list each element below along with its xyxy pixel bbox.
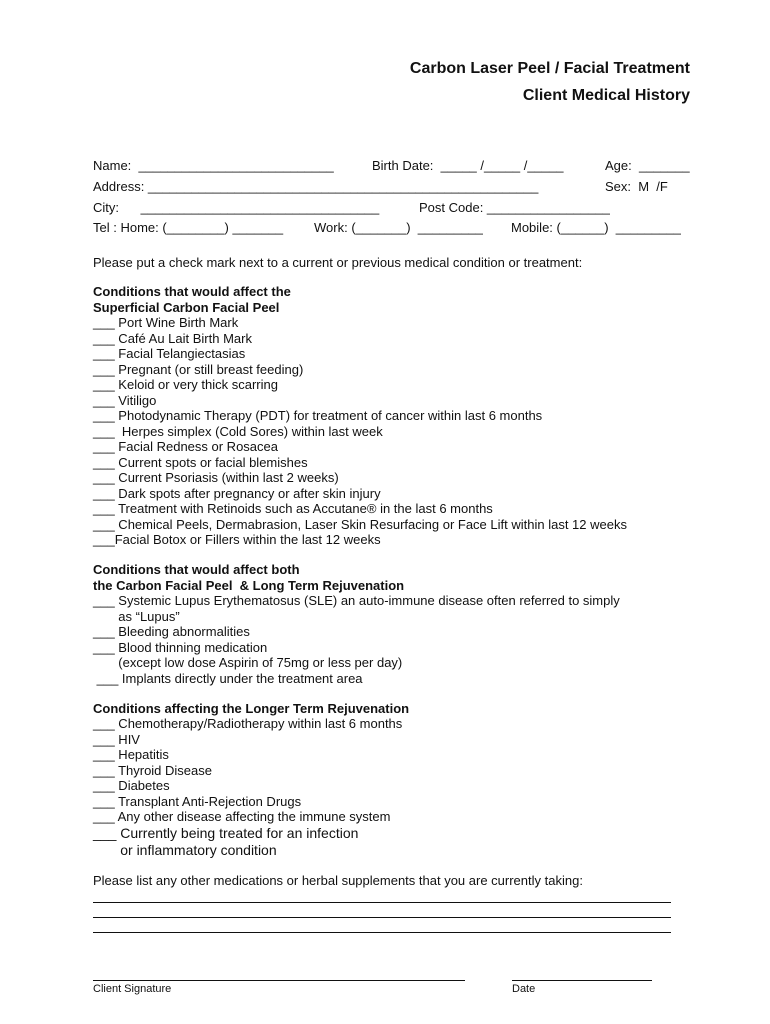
checklist-item[interactable]: ___ Photodynamic Therapy (PDT) for treatment of cancer within last 6 months: [93, 408, 543, 423]
section1-heading-line1: Conditions that would affect the: [93, 284, 291, 299]
section3-heading: Conditions affecting the Longer Term Rejuvenation: [93, 701, 410, 716]
date-line[interactable]: [512, 980, 652, 981]
checklist-item[interactable]: ___ Any other disease affecting the immune system: [93, 809, 391, 824]
form-title: Carbon Laser Peel / Facial Treatment: [409, 60, 690, 77]
checklist-item[interactable]: ___ Dark spots after pregnancy or after skin injury: [93, 485, 381, 501]
checklist-item[interactable]: ___ Chemical Peels, Dermabrasion, Laser Skin Resurfacing or Face Lift within last 12 weeks: [93, 516, 627, 532]
checklist-item[interactable]: ___ HIV: [93, 731, 140, 747]
checklist-item[interactable]: ___ Facial Telangiectasias: [93, 346, 246, 361]
medications-line-2[interactable]: [93, 917, 671, 918]
checklist-item[interactable]: ___ Keloid or very thick scarring: [93, 377, 278, 392]
city-field[interactable]: City: _________________________________: [93, 200, 380, 215]
checklist-item[interactable]: ___ Café Au Lait Birth Mark: [93, 330, 252, 346]
checklist-item[interactable]: ___ Transplant Anti-Rejection Drugs: [93, 793, 302, 809]
checklist-item[interactable]: ___ Herpes simplex (Cold Sores) within last week: [93, 423, 383, 439]
checklist-item[interactable]: as “Lupus”: [93, 608, 180, 624]
medications-prompt: Please list any other medications or herbal supplements that you are currently taking:: [93, 873, 583, 888]
checklist-item[interactable]: ___ Thyroid Disease: [93, 762, 212, 778]
checklist-item[interactable]: ___ Systemic Lupus Erythematosus (SLE) an auto-immune disease often referred to simply: [93, 593, 620, 608]
checklist-item[interactable]: ___ Vitiligo: [93, 392, 157, 408]
work-phone-field[interactable]: Work: (_______) _________: [314, 220, 483, 235]
checklist-item[interactable]: ___ Chemotherapy/Radiotherapy within last 6 months: [93, 716, 403, 731]
checklist-item[interactable]: ___ Pregnant (or still breast feeding): [93, 361, 304, 377]
section1-heading-line2: Superficial Carbon Facial Peel: [93, 300, 280, 315]
checklist-item[interactable]: ___ Facial Redness or Rosacea: [93, 439, 278, 454]
checklist-item[interactable]: ___ Currently being treated for an infection: [93, 825, 359, 841]
address-field[interactable]: Address: ______________________________________________________: [93, 179, 539, 194]
client-signature-line[interactable]: [93, 980, 465, 981]
checklist-item[interactable]: ___ Current spots or facial blemishes: [93, 454, 308, 470]
checklist-item[interactable]: (except low dose Aspirin of 75mg or less per day): [93, 655, 403, 670]
checklist-item[interactable]: ___ Current Psoriasis (within last 2 weeks): [93, 470, 339, 485]
client-signature-label: Client Signature: [93, 983, 172, 995]
post-code-field[interactable]: Post Code: _________________: [419, 200, 610, 215]
section2-heading-line1: Conditions that would affect both: [93, 562, 300, 577]
date-label: Date: [512, 983, 536, 995]
checklist-item[interactable]: ___ Hepatitis: [93, 747, 169, 762]
instruction-text: Please put a check mark next to a current or previous medical condition or treatment:: [93, 255, 583, 270]
checklist-item[interactable]: or inflammatory condition: [93, 842, 277, 858]
checklist-item[interactable]: ___ Diabetes: [93, 778, 170, 793]
section2-heading-line2: the Carbon Facial Peel & Long Term Rejuvenation: [93, 578, 405, 593]
checklist-item[interactable]: ___ Implants directly under the treatment area: [93, 670, 363, 686]
birth-date-field[interactable]: Birth Date: _____ /_____ /_____: [372, 158, 564, 173]
mobile-phone-field[interactable]: Mobile: (______) _________: [511, 220, 681, 235]
checklist-item[interactable]: ___ Port Wine Birth Mark: [93, 315, 239, 330]
name-field[interactable]: Name: ___________________________: [93, 158, 334, 173]
home-phone-field[interactable]: Tel : Home: (________) _______: [93, 220, 284, 235]
form-subtitle: Client Medical History: [522, 87, 690, 104]
medications-line-3[interactable]: [93, 932, 671, 933]
checklist-item[interactable]: ___ Bleeding abnormalities: [93, 624, 250, 639]
age-field[interactable]: Age: _______: [605, 158, 690, 173]
checklist-item[interactable]: ___Facial Botox or Fillers within the last 12 weeks: [93, 532, 381, 547]
sex-field[interactable]: Sex: M /F: [605, 179, 668, 194]
medications-line-1[interactable]: [93, 902, 671, 903]
checklist-item[interactable]: ___ Treatment with Retinoids such as Accutane® in the last 6 months: [93, 501, 493, 516]
checklist-item[interactable]: ___ Blood thinning medication: [93, 639, 268, 655]
